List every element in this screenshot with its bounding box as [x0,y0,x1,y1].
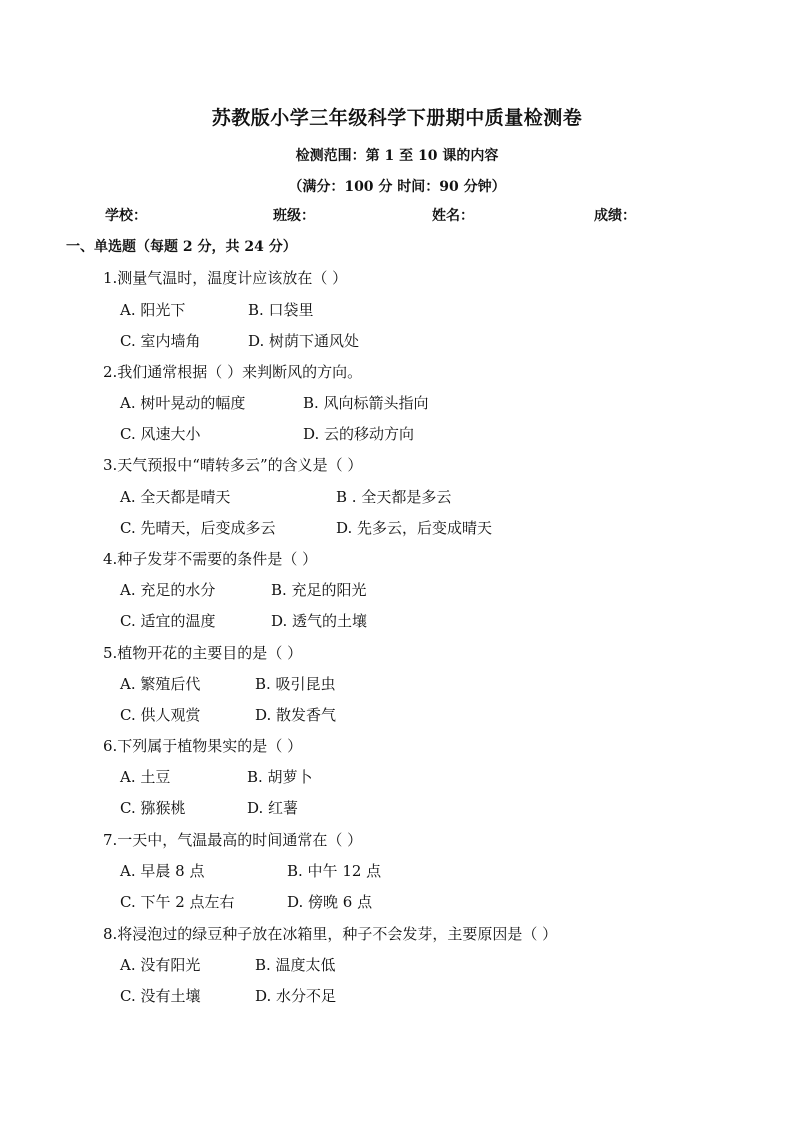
score-label: 成绩： [594,208,636,224]
question-3-option-b: B . 全天都是多云 [336,488,452,506]
question-2-option-b: B. 风向标箭头指向 [303,394,429,412]
class-label: 班级： [273,208,315,224]
question-6-option-b: B. 胡萝卜 [247,768,313,786]
question-4: 4.种子发芽不需要的条件是（ ） [103,550,318,568]
question-7-option-b: B. 中午 12 点 [287,862,382,880]
question-8-option-b: B. 温度太低 [255,956,336,974]
question-4-option-d: D. 透气的土壤 [271,612,368,630]
question-2-option-c: C. 风速大小 [120,425,201,443]
question-4-option-c: C. 适宜的温度 [120,612,216,630]
question-8-option-d: D. 水分不足 [255,987,337,1005]
question-5-option-b: B. 吸引昆虫 [255,675,336,693]
question-2-option-a: A. 树叶晃动的幅度 [120,394,246,412]
student-info-row [0,205,794,225]
exam-meta: （满分：100 分 时间：90 分钟） [288,179,506,195]
question-5-option-a: A. 繁殖后代 [120,675,201,693]
question-2: 2.我们通常根据（ ）来判断风的方向。 [103,363,363,381]
question-5: 5.植物开花的主要目的是（ ） [103,644,303,662]
question-8-option-c: C. 没有土壤 [120,987,201,1005]
exam-title: 苏教版小学三年级科学下册期中质量检测卷 [211,107,583,129]
question-3-option-d: D. 先多云，后变成晴天 [336,519,493,537]
question-1: 1.测量气温时，温度计应该放在（ ） [103,269,348,287]
question-1-option-c: C. 室内墙角 [120,332,201,350]
question-8-option-a: A. 没有阳光 [120,956,201,974]
question-6: 6.下列属于植物果实的是（ ） [103,737,303,755]
section-single-choice-title: 一、单选题（每题 2 分，共 24 分） [66,239,297,255]
name-label: 姓名： [432,208,474,224]
school-label: 学校： [105,208,147,224]
question-3: 3.天气预报中“晴转多云”的含义是（ ） [103,456,363,474]
question-1-option-a: A. 阳光下 [120,301,186,319]
exam-scope: 检测范围：第 1 至 10 课的内容 [295,148,499,164]
question-3-option-c: C. 先晴天，后变成多云 [120,519,276,537]
question-7-option-c: C. 下午 2 点左右 [120,893,235,911]
question-8: 8.将浸泡过的绿豆种子放在冰箱里，种子不会发芽，主要原因是（ ） [103,925,558,943]
question-6-option-c: C. 猕猴桃 [120,799,186,817]
question-1-option-d: D. 树荫下通风处 [248,332,360,350]
question-2-option-d: D. 云的移动方向 [303,425,415,443]
question-6-option-a: A. 土豆 [120,768,171,786]
question-6-option-d: D. 红薯 [247,799,299,817]
question-7-option-d: D. 傍晚 6 点 [287,893,373,911]
question-5-option-d: D. 散发香气 [255,706,337,724]
question-4-option-b: B. 充足的阳光 [271,581,367,599]
question-1-option-b: B. 口袋里 [248,301,314,319]
question-5-option-c: C. 供人观赏 [120,706,201,724]
question-3-option-a: A. 全天都是晴天 [120,488,231,506]
question-7-option-a: A. 早晨 8 点 [120,862,205,880]
question-4-option-a: A. 充足的水分 [120,581,216,599]
question-7: 7.一天中，气温最高的时间通常在（ ） [103,831,363,849]
